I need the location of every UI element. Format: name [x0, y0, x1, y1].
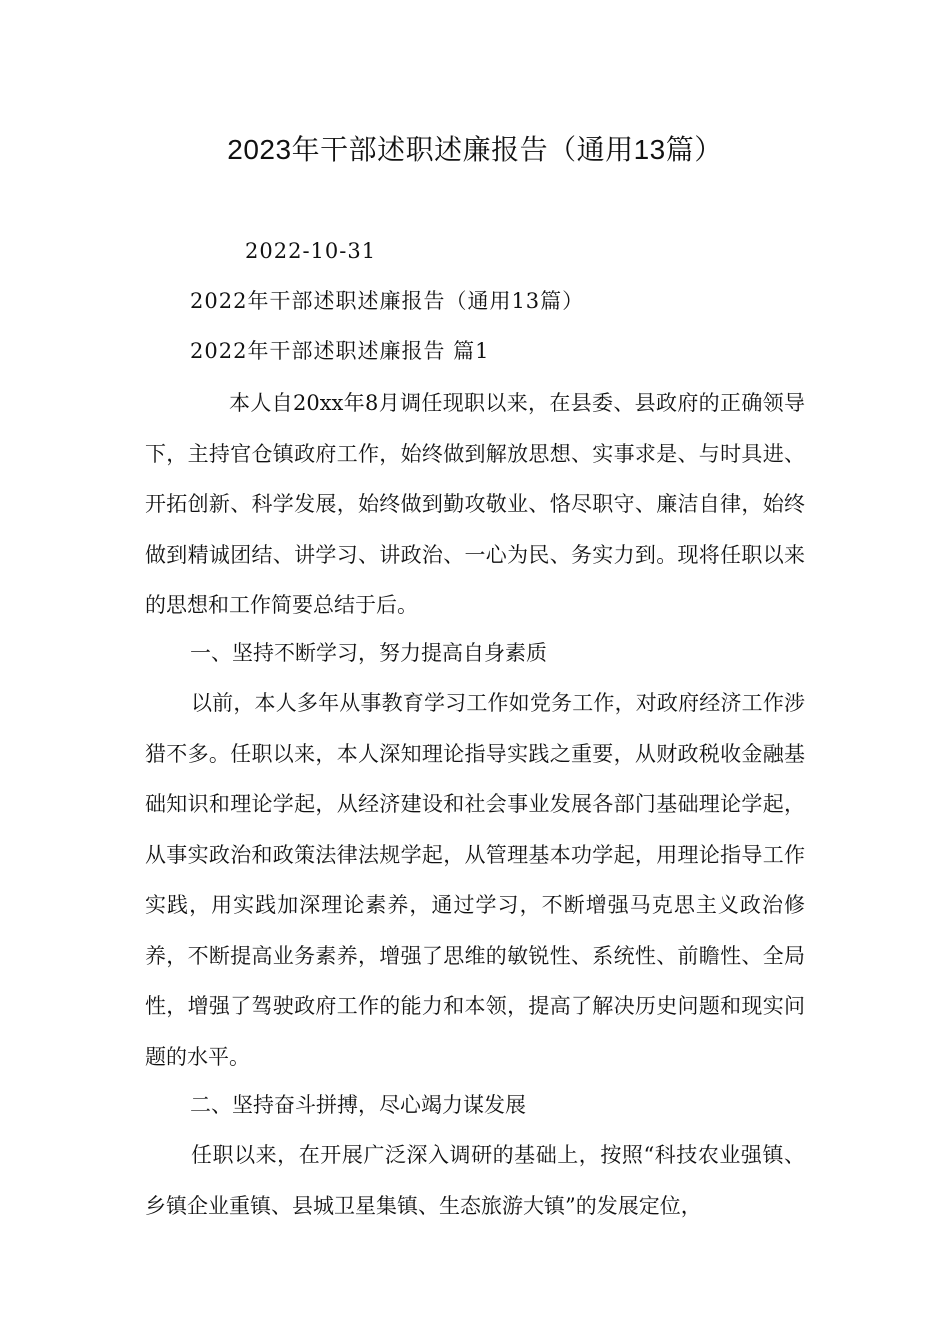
document-date: 2022-10-31 — [245, 239, 377, 263]
article-heading: 2022年干部述职述廉报告 篇1 — [190, 339, 490, 363]
document-subtitle: 2022年干部述职述廉报告（通用13篇） — [190, 289, 585, 313]
section-heading-1: 一、坚持不断学习，努力提高自身素质 — [190, 641, 547, 665]
section-heading-2: 二、坚持奋斗拼搏，尽心竭力谋发展 — [190, 1093, 526, 1117]
paragraph-development: 任职以来，在开展广泛深入调研的基础上，按照“科技农业强镇、乡镇企业重镇、县城卫星集镇、生态旅游大镇”的发展定位， — [145, 1143, 805, 1218]
paragraph-study: 以前，本人多年从事教育学习工作如党务工作，对政府经济工作涉猎不多。任职以来，本人深知理论指导实践之重要，从财政税收金融基础知识和理论学起，从经济建设和社会事业发展各部门基础理论学起，从事实政治和政策法律法规学起，从管理基本功学起，用理论指导工作实践，用实践加深理论素养，通过学习，不断增强马克思主义政治修养，不断提高业务素养，增强了思维的敏锐性、系统性、前瞻性、全局性，增强了驾驶政府工作的能力和本领，提高了解决历史问题和现实问题的水平。 — [145, 691, 805, 1069]
document-title: 2023年干部述职述廉报告（通用13篇） — [227, 134, 723, 165]
paragraph-intro: 本人自20xx年8月调任现职以来，在县委、县政府的正确领导下，主持官仓镇政府工作，始终做到解放思想、实事求是、与时具进、开拓创新、科学发展，始终做到勤攻敬业、恪尽职守、廉洁自律，始终做到精诚团结、讲学习、讲政治、一心为民、务实力到。现将任职以来的思想和工作简要总结于后。 — [145, 391, 805, 617]
